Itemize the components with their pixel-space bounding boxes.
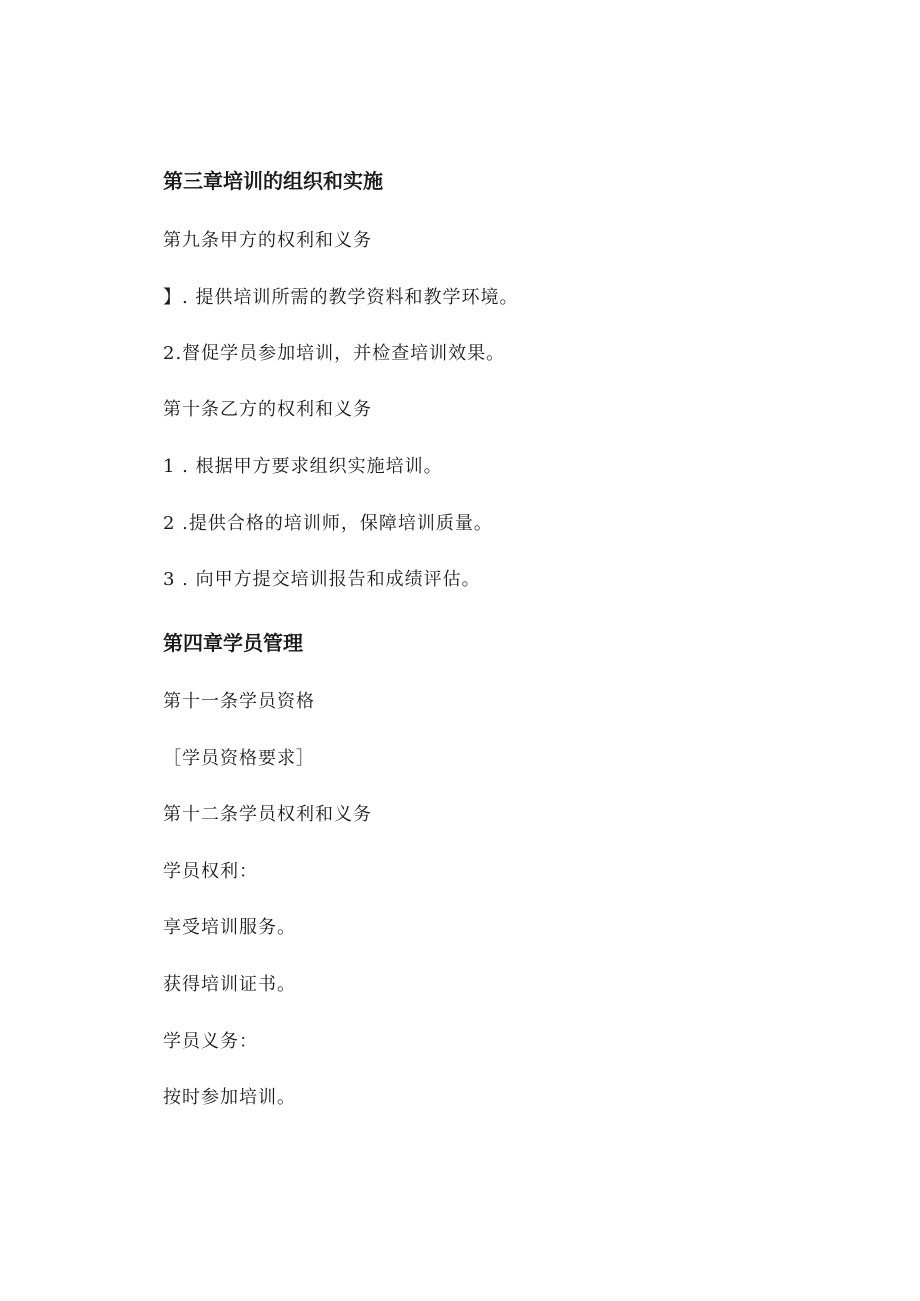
rights-item-2: 获得培训证书。 — [163, 974, 296, 995]
rights-label: 学员权利： — [163, 861, 258, 882]
article-10-item-3: 3 . 向甲方提交培训报告和成绩评估。 — [163, 569, 481, 590]
article-9-item-1: 】. 提供培训所需的教学资料和教学环境。 — [163, 287, 519, 308]
chapter-4-heading: 第四章学员管理 — [163, 631, 303, 655]
duties-item-1: 按时参加培训。 — [163, 1087, 296, 1108]
article-10-item-2: 2 .提供合格的培训师，保障培训质量。 — [163, 513, 493, 534]
duties-label: 学员义务： — [163, 1031, 258, 1052]
article-11-title: 第十一条学员资格 — [163, 691, 315, 712]
article-10-item-1: 1 . 根据甲方要求组织实施培训。 — [163, 456, 443, 477]
rights-item-1: 享受培训服务。 — [163, 917, 296, 938]
article-10-title: 第十条乙方的权利和义务 — [163, 399, 372, 420]
article-9-title: 第九条甲方的权利和义务 — [163, 230, 372, 251]
chapter-3-heading: 第三章培训的组织和实施 — [163, 169, 383, 193]
article-12-title: 第十二条学员权利和义务 — [163, 804, 372, 825]
article-11-placeholder: ［学员资格要求］ — [163, 748, 315, 769]
article-9-item-2: 2.督促学员参加培训，并检查培训效果。 — [163, 343, 506, 364]
